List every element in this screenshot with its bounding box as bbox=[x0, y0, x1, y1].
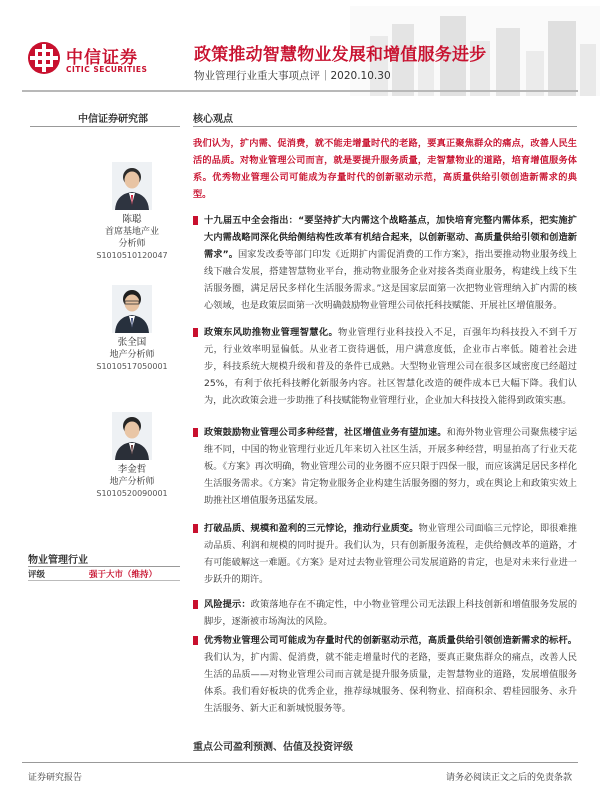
bullet-marker-icon bbox=[193, 524, 198, 533]
analyst-cert-number: S1010520090001 bbox=[96, 489, 168, 498]
citic-logo bbox=[26, 40, 176, 80]
report-title: 政策推动智慧物业发展和增值服务进步 bbox=[194, 45, 487, 65]
sidebar-divider bbox=[30, 126, 180, 127]
footer-divider bbox=[22, 762, 578, 763]
analyst-photo-icon bbox=[112, 412, 152, 460]
key-point-paragraph bbox=[193, 424, 577, 509]
key-point-lead: 政策东风助推物业管理智慧化。 bbox=[204, 327, 339, 338]
sidebar-heading: 中信证券研究部 bbox=[78, 114, 148, 125]
analyst-card bbox=[82, 162, 182, 262]
analyst-cert-number: S1010510120047 bbox=[96, 251, 168, 260]
logo-text-cn: 中信证券 bbox=[66, 48, 138, 68]
bullet-marker-icon bbox=[193, 636, 198, 645]
key-point-paragraph bbox=[193, 212, 577, 314]
industry-divider bbox=[28, 566, 180, 567]
core-view-heading: 核心观点 bbox=[193, 114, 233, 125]
analyst-cert-number: S1010517050001 bbox=[96, 362, 168, 371]
analyst-name: 陈聪 bbox=[122, 214, 142, 225]
analyst-card bbox=[82, 285, 182, 373]
analyst-role: 分析师 bbox=[118, 239, 146, 249]
key-point-lead: 十九届五中全会指出：“要坚持扩大内需这个战略基点，加快培育完整内需体系，把实施扩大内需战略同深化供给侧结构性改革有机结合起来，以创新驱动、高质量供给引领和创造新需求”。 bbox=[204, 215, 577, 260]
forecast-section-heading: 重点公司盈利预测、估值及投资评级 bbox=[193, 742, 353, 753]
key-point-body: 物业管理公司面临三元悖论，即很难推动品质、利润和规模的同时提升。我们认为，只有创新服务流程，走供给侧改革的道路，才有可能破解这一难题。《方案》是对过去物业管理公司发展道路的肯定，也是对未来行业进一步跃升的期许。 bbox=[204, 523, 578, 585]
footer-disclaimer: 请务必阅读正文之后的免责条款 bbox=[445, 773, 572, 783]
key-point-lead: 优秀物业管理公司可能成为存量时代的创新驱动示范，高质量供给引领创造新需求的标杆。 bbox=[204, 635, 577, 646]
report-subtitle: 物业管理行业重大事项点评｜2020.10.30 bbox=[194, 70, 391, 82]
bullet-marker-icon bbox=[193, 428, 198, 437]
key-point-lead: 打破品质、规模和盈利的三元悖论，推动行业质变。 bbox=[204, 523, 419, 534]
risk-warning-paragraph bbox=[193, 596, 577, 630]
analyst-name: 张全国 bbox=[117, 337, 147, 348]
key-point-body: 国家发改委等部门印发《近期扩内需促消费的工作方案》，指出要推动物业服务线上线下融合发展，搭建智慧物业平台，推动物业服务企业对接各类商业服务，构建线上线下生活服务圈，满足居民多样化生活服务需求。”这是国家层面第一次把物业管理纳入扩内需的核心领域，也是政策层面第一次明确鼓励物业管理公司依托科技赋能、开展社区增值服务。 bbox=[204, 249, 577, 311]
header-divider bbox=[22, 90, 578, 92]
bullet-marker-icon bbox=[193, 216, 198, 225]
core-summary: 我们认为，扩内需、促消费，就不能走增量时代的老路，要真正聚焦群众的痛点，改善人民生活的品质。对物业管理公司而言，就是要提升服务质量，走智慧物业的道路，培育增值服务体系。优秀物业管理公司可能成为存量时代的创新驱动示范，高质量供给引领创造新需求的典型。 bbox=[193, 138, 577, 200]
key-point-body: 物业管理行业科技投入不足，百强年均科技投入不到千万元，行业效率明显偏低。从业者工资待遇低，用户满意度低，企业市占率低。随着社会进步，科技系统大规模升级和普及的条件已成熟。大型物业管理公司在很多区域密度已经超过 25%，有利于依托科技孵化新服务内容。社区智慧化改造的硬件成本已大幅下降。我们认为，此次政策会进一步助推了科技赋能物业管理行业，企业加大科技投入能得到政策实惠。 bbox=[204, 327, 578, 406]
analyst-role: 地产分析师 bbox=[109, 477, 155, 487]
key-point-paragraph bbox=[193, 324, 577, 409]
industry-heading: 物业管理行业 bbox=[28, 555, 88, 566]
logo-text-en: CITIC SECURITIES bbox=[66, 65, 148, 74]
analyst-photo-icon bbox=[112, 285, 152, 333]
rating-divider bbox=[28, 580, 180, 581]
analyst-photo-icon bbox=[112, 162, 152, 210]
bullet-marker-icon bbox=[193, 328, 198, 337]
footer-report-type: 证券研究报告 bbox=[28, 773, 83, 783]
rating-label: 评级 bbox=[28, 570, 46, 580]
key-point-body: 和海外物业管理公司聚焦楼宇运维不同，中国的物业管理行业近几年来切入社区生活，开展多种经营，明显拍高了行业天花板。《方案》再次明确，物业管理公司的业务圈不应只限于四保一服，而应该满足居民多样化生活服务需求。《方案》肯定物业服务企业构建生活服务圈的努力，或在舆论上和政策实效上助推社区增值服务迅猛发展。 bbox=[204, 427, 578, 506]
key-point-body: 我们认为，扩内需、促消费，就不能走增量时代的老路，要真正聚焦群众的痛点，改善人民生活的品质——对物业管理公司而言就是提升服务质量，走智慧物业的道路，发展增值服务体系。我们看好板块的优秀企业，推荐绿城服务、保利物业、招商积余、碧桂园服务、永升生活服务、新大正和新城悦服务等。 bbox=[204, 652, 577, 714]
key-point-paragraph bbox=[193, 520, 577, 588]
key-point-paragraph bbox=[193, 632, 577, 717]
analyst-role: 首席基地产业 bbox=[104, 227, 159, 237]
key-point-lead: 政策鼓励物业管理公司多种经营，社区增值业务有望加速。 bbox=[204, 427, 447, 438]
analyst-role: 地产分析师 bbox=[109, 350, 155, 360]
bullet-marker-icon bbox=[193, 600, 198, 609]
core-view-divider bbox=[193, 126, 577, 127]
rating-value: 强于大市（维持） bbox=[89, 570, 158, 580]
key-point-body: 政策落地存在不确定性，中小物业管理公司无法跟上科技创新和增值服务发展的脚步，逐渐被市场淘汰的风险。 bbox=[204, 599, 578, 627]
analyst-card bbox=[82, 412, 182, 500]
citic-logo-icon bbox=[26, 40, 62, 76]
key-point-lead: 风险提示： bbox=[204, 599, 251, 610]
analyst-name: 李金哲 bbox=[117, 464, 147, 475]
